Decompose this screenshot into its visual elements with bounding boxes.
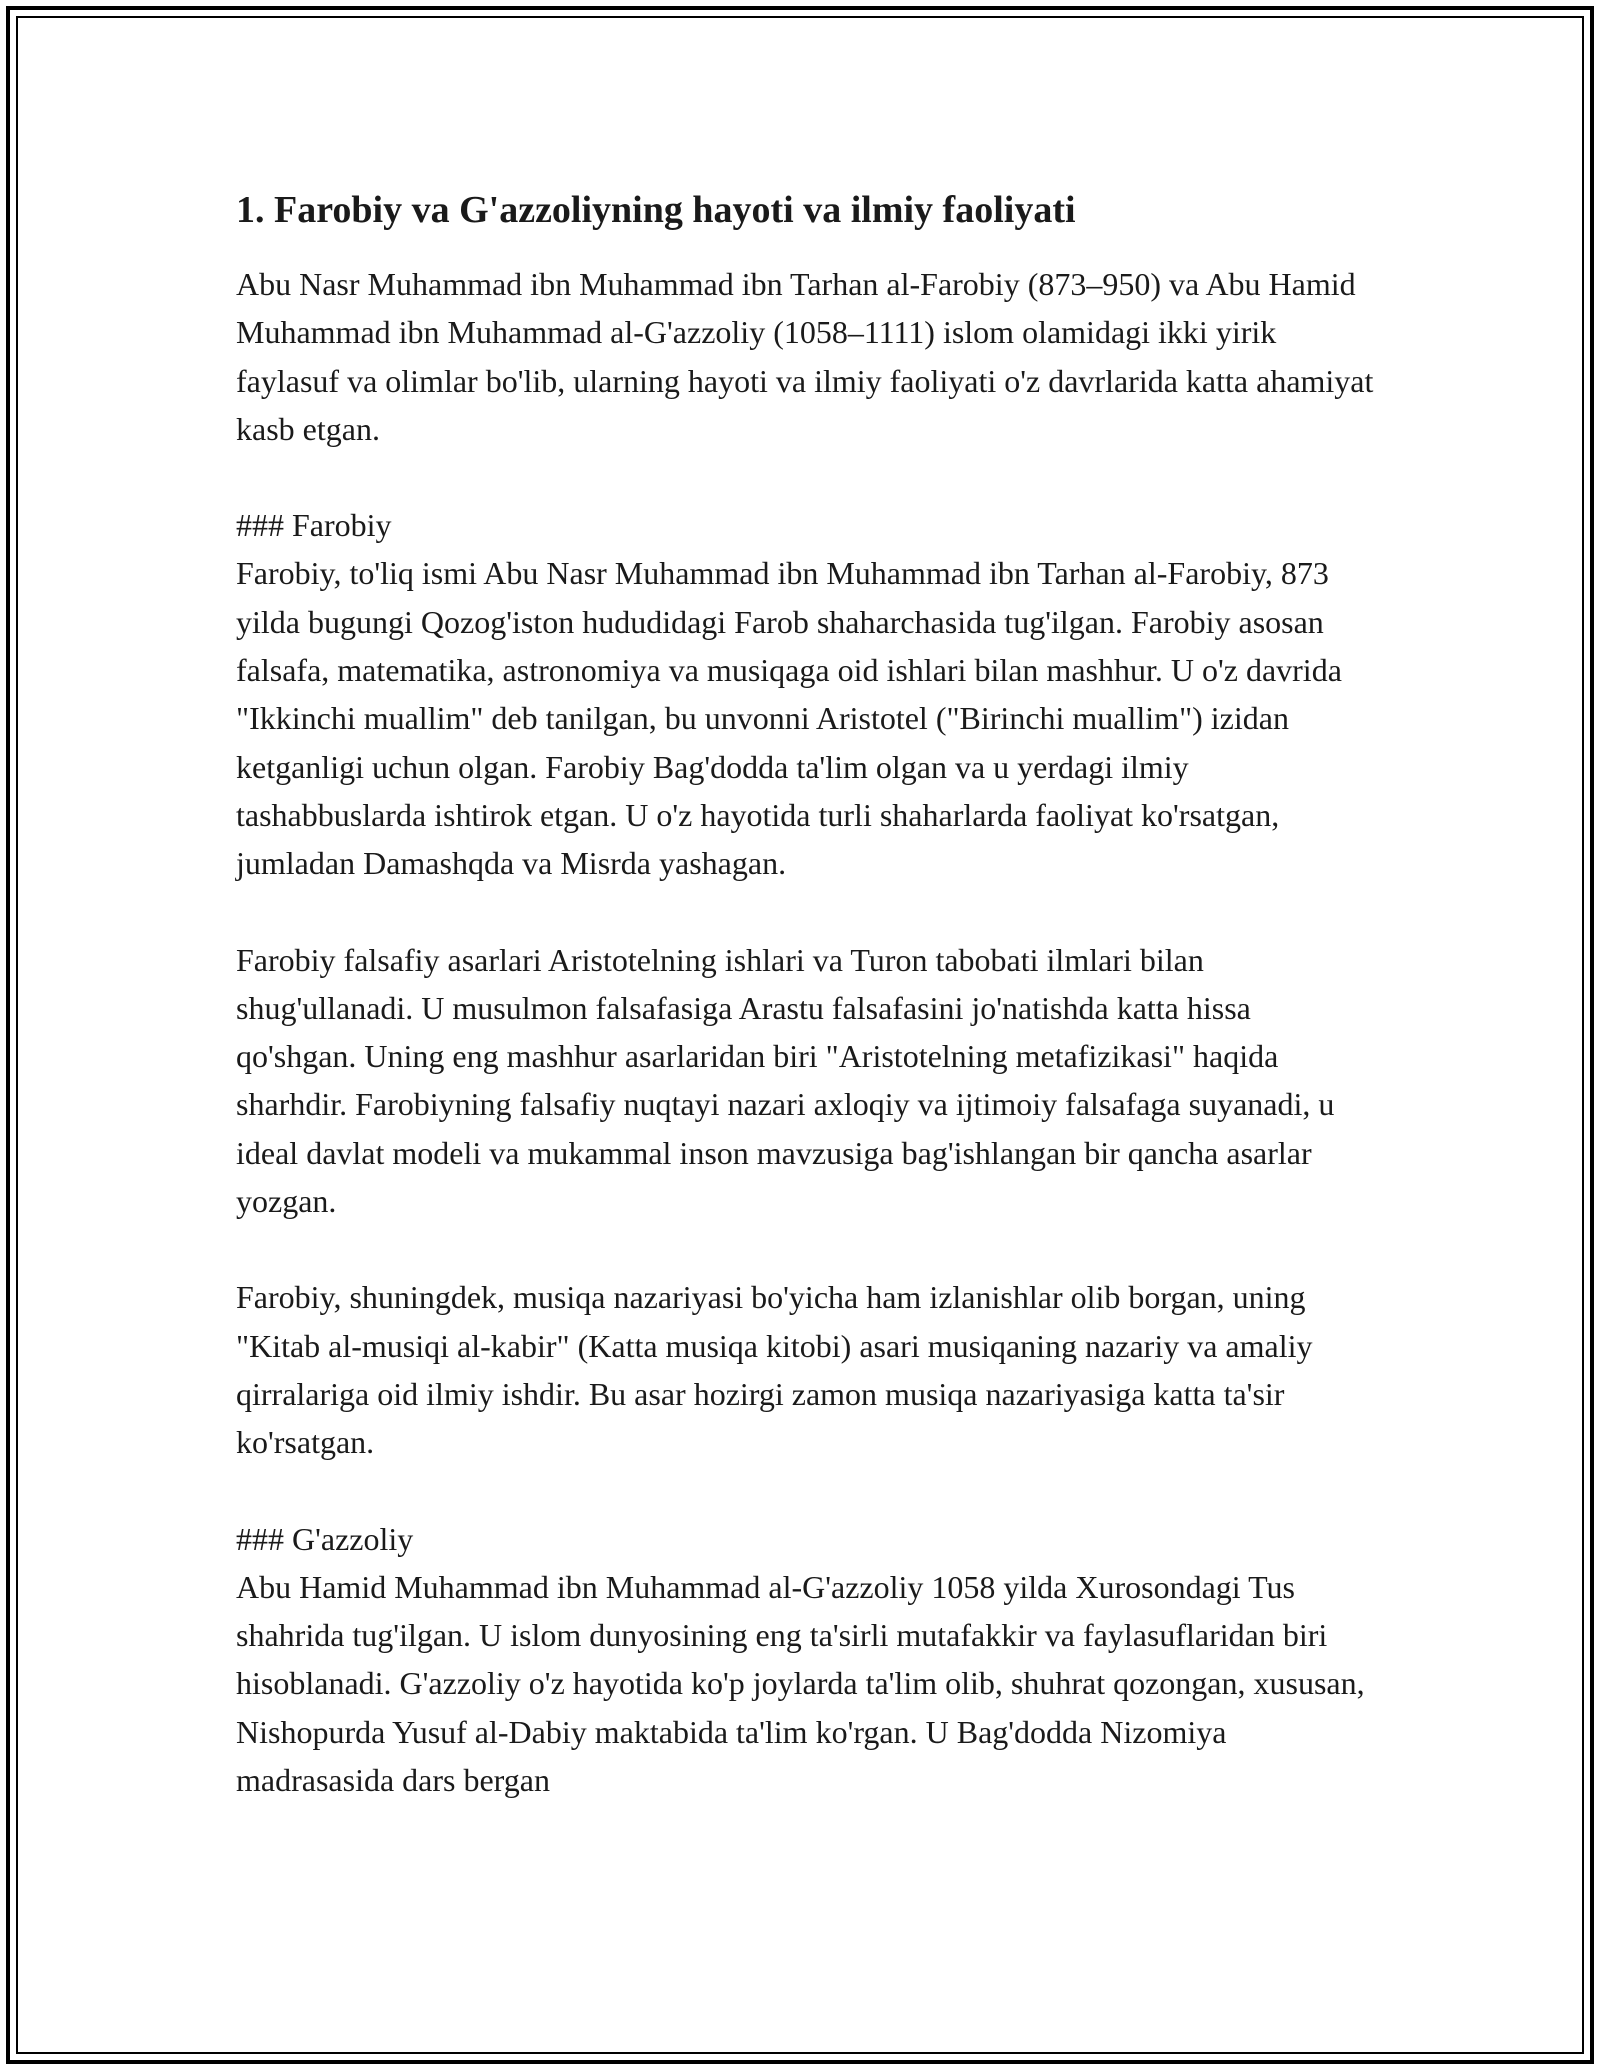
section-heading-gazzoliy: ### G'azzoliy bbox=[236, 1520, 414, 1557]
farobiy-paragraph-1: Farobiy, to'liq ismi Abu Nasr Muhammad ibn Muhammad ibn Tarhan al-Farobiy, 873 yilda bugungi Qozog'iston hududidagi Farob shaharchasida tug'ilgan. Farobiy asosan falsafa, matematika, astronomiya va musiqaga oid ishlari bilan mashhur. U o'z davrida "Ikkinchi muallim" deb tanilgan, bu unvonni Aristotel ("Birinchi muallim") izidan ketganligi uchun olgan. Farobiy Bag'dodda ta'lim olgan va u yerdagi ilmiy tashabbuslarda ishtirok etgan. U o'z hayotida turli shaharlarda faoliyat ko'rsatgan, jumladan Damashqda va Misrda yashagan. bbox=[236, 555, 1342, 882]
document-title: 1. Farobiy va G'azzoliyning hayoti va ilmiy faoliyati bbox=[236, 189, 1076, 231]
intro-paragraph: Abu Nasr Muhammad ibn Muhammad ibn Tarhan al-Farobiy (873–950) va Abu Hamid Muhammad ibn Muhammad al-G'azzoliy (1058–1111) islom olamidagi ikki yirik faylasuf va olimlar bo'lib, ularning hayoti va ilmiy faoliyati o'z davrlarida katta ahamiyat kasb etgan. bbox=[236, 266, 1374, 447]
document-body bbox=[236, 186, 1376, 1804]
farobiy-paragraph-3: Farobiy, shuningdek, musiqa nazariyasi bo'yicha ham izlanishlar olib borgan, uning "Kitab al-musiqi al-kabir" (Katta musiqa kitobi) asari musiqaning nazariy va amaliy qirralariga oid ilmiy ishdir. Bu asar hozirgi zamon musiqa nazariyasiga katta ta'sir ko'rsatgan. bbox=[236, 1279, 1313, 1461]
gazzoliy-paragraph-1: Abu Hamid Muhammad ibn Muhammad al-G'azzoliy 1058 yilda Xurosondagi Tus shahrida tug'ilgan. U islom dunyosining eng ta'sirli mutafakkir va faylasuflaridan biri hisoblanadi. G'azzoliy o'z hayotida ko'p joylarda ta'lim olib, shuhrat qozongan, xususan, Nishopurda Yusuf al-Dabiy maktabida ta'lim ko'rgan. U Bag'dodda Nizomiya madrasasida dars bergan bbox=[236, 1568, 1365, 1799]
section-heading-farobiy: ### Farobiy bbox=[236, 507, 392, 544]
farobiy-paragraph-2: Farobiy falsafiy asarlari Aristotelning ishlari va Turon tabobati ilmlari bilan shug'ullanadi. U musulmon falsafasiga Arastu falsafasini jo'natishda katta hissa qo'shgan. Uning eng mashhur asarlaridan biri "Aristotelning metafizikasi" haqida sharhdir. Farobiyning falsafiy nuqtayi nazari axloqiy va ijtimoiy falsafaga suyanadi, u ideal davlat modeli va mukammal inson mavzusiga bag'ishlangan bir qancha asarlar yozgan. bbox=[236, 941, 1335, 1220]
